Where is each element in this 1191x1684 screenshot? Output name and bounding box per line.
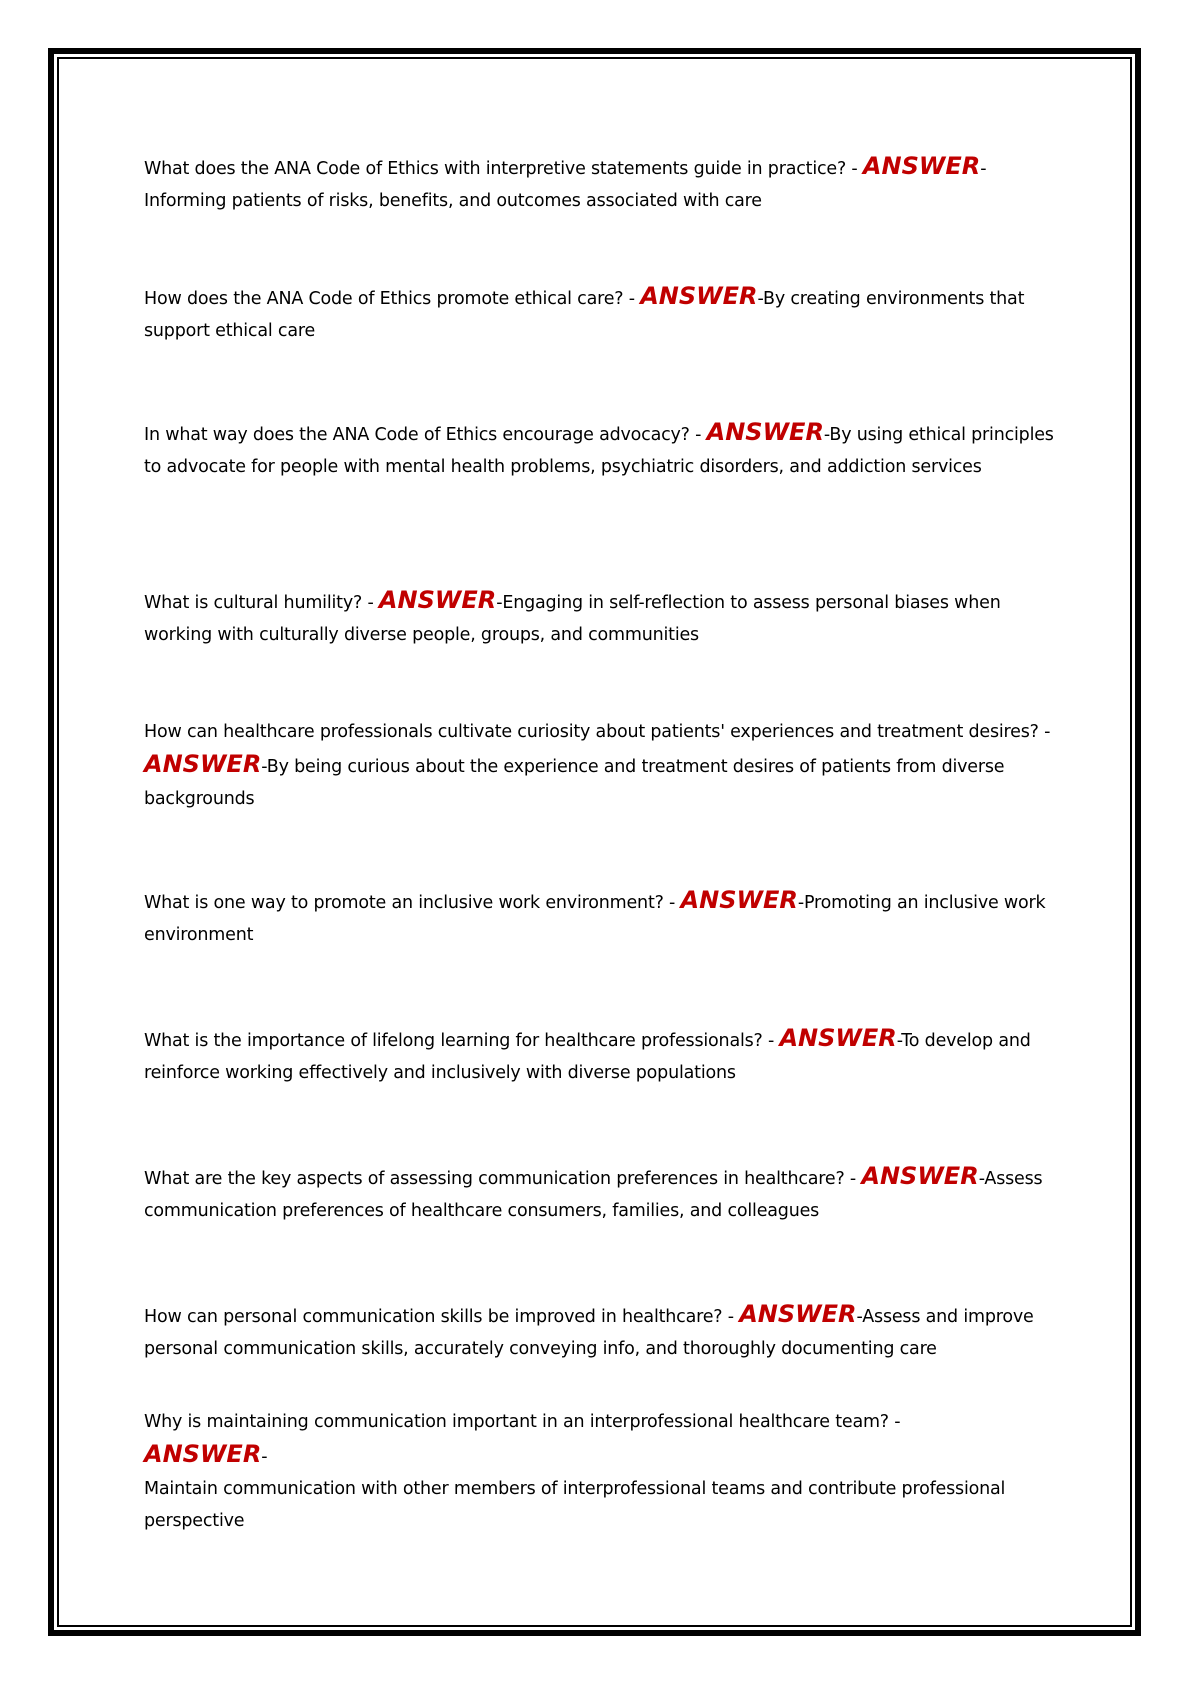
answer-label: ANSWER bbox=[861, 1162, 979, 1190]
qa-item-10 bbox=[144, 1406, 1064, 1537]
question-text: In what way does the ANA Code of Ethics encourage advocacy? - bbox=[144, 425, 707, 445]
qa-item-4 bbox=[144, 584, 1064, 651]
qa-item-1 bbox=[144, 150, 1064, 217]
question-text: Why is maintaining communication important in an interprofessional healthcare team? - bbox=[144, 1412, 901, 1432]
answer-label: ANSWER bbox=[144, 1440, 262, 1468]
question-text: How can personal communication skills be improved in healthcare? - bbox=[144, 1307, 740, 1327]
answer-text: Maintain communication with other members of interprofessional teams and contribute professional perspective bbox=[144, 1479, 1006, 1531]
answer-text: -Informing patients of risks, benefits, and outcomes associated with care bbox=[144, 159, 987, 211]
question-text: What is one way to promote an inclusive work environment? - bbox=[144, 893, 681, 913]
answer-text: -By creating environments that support ethical care bbox=[144, 289, 1025, 341]
question-text: What is cultural humility? - bbox=[144, 593, 379, 613]
qa-item-8 bbox=[144, 1160, 1064, 1227]
question-text: How does the ANA Code of Ethics promote ethical care? - bbox=[144, 289, 641, 309]
question-text: What are the key aspects of assessing communication preferences in healthcare? - bbox=[144, 1169, 862, 1189]
answer-text: -To develop and reinforce working effectively and inclusively with diverse populations bbox=[144, 1031, 1031, 1083]
answer-label: ANSWER bbox=[378, 586, 497, 614]
qa-item-2 bbox=[144, 280, 1064, 347]
qa-item-3 bbox=[144, 416, 1064, 483]
question-text: What does the ANA Code of Ethics with interpretive statements guide in practice? - bbox=[144, 159, 863, 179]
answer-text: -By being curious about the experience and treatment desires of patients from diverse backgrounds bbox=[144, 757, 1005, 809]
answer-dash: - bbox=[261, 1447, 268, 1467]
answer-label: ANSWER bbox=[706, 418, 824, 446]
question-text: What is the importance of lifelong learning for healthcare professionals? - bbox=[144, 1031, 780, 1051]
qa-item-6 bbox=[144, 884, 1064, 951]
question-text: How can healthcare professionals cultivate curiosity about patients' experiences and treatment desires? - bbox=[144, 722, 1051, 742]
answer-label: ANSWER bbox=[779, 1024, 897, 1052]
answer-text: -By using ethical principles to advocate for people with mental health problems, psychiatric disorders, and addiction services bbox=[144, 425, 1054, 477]
qa-item-7 bbox=[144, 1022, 1064, 1089]
answer-text: -Promoting an inclusive work environment bbox=[144, 893, 1046, 945]
answer-label: ANSWER bbox=[144, 750, 262, 778]
answer-label: ANSWER bbox=[862, 152, 981, 180]
answer-text: -Engaging in self-reflection to assess personal biases when working with culturally diverse people, groups, and communities bbox=[144, 593, 1001, 645]
answer-label: ANSWER bbox=[680, 886, 798, 914]
answer-text: -Assess and improve personal communication skills, accurately conveying info, and thoroughly documenting care bbox=[144, 1307, 1034, 1359]
answer-text: -Assess communication preferences of healthcare consumers, families, and colleagues bbox=[144, 1169, 1043, 1221]
qa-item-9 bbox=[144, 1298, 1064, 1365]
answer-label: ANSWER bbox=[640, 282, 758, 310]
qa-item-5 bbox=[144, 716, 1064, 815]
answer-label: ANSWER bbox=[739, 1300, 857, 1328]
